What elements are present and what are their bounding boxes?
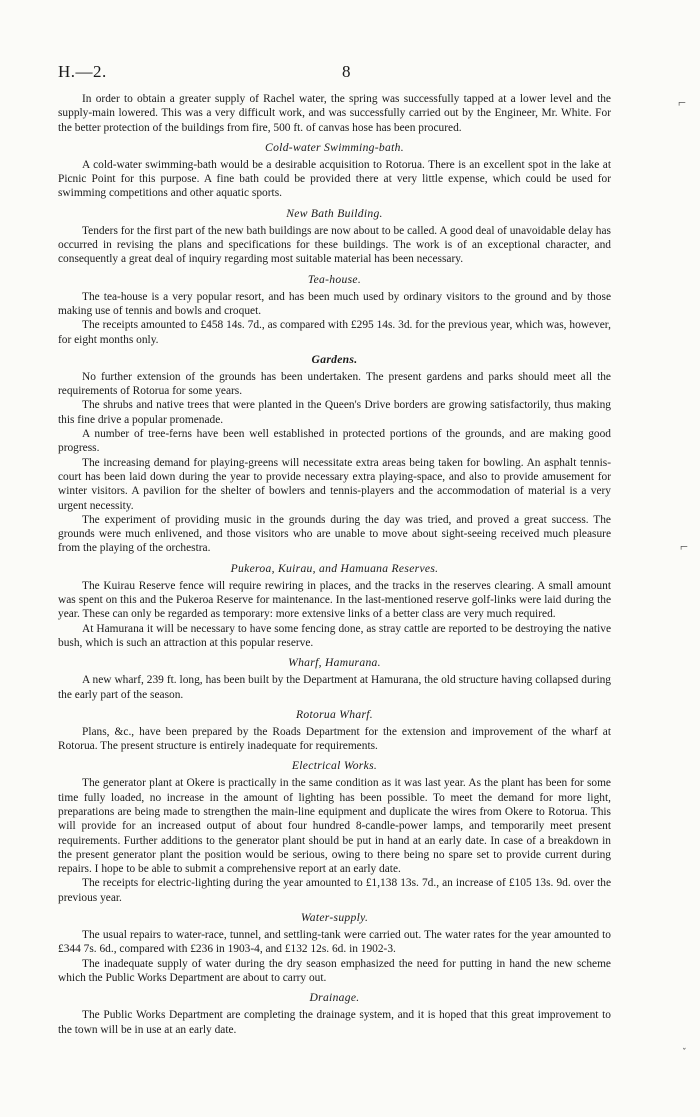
section-heading: Tea-house. (307, 272, 362, 286)
section-heading: Drainage. (309, 991, 360, 1005)
paragraph: Plans, &c., have been prepared by the Roads Department for the extension and improvement of the wharf at Rotorua. The present structure is entirely inadequate for requirements. (58, 725, 611, 753)
section-heading: Electrical Works. (291, 759, 378, 773)
margin-mark: ⌐ (680, 540, 688, 555)
paragraph: A new wharf, 239 ft. long, has been built by the Department at Hamurana, the old structure having collapsed during the early part of the season. (58, 674, 611, 701)
paragraph: A cold-water swimming-bath would be a desirable acquisition to Rotorua. There is an excellent spot in the lake at Picnic Point for this purpose. A fine bath could be provided there at very little expense, which could be used for swimming competitions and other aquatic sports. (58, 158, 611, 200)
paragraph: The tea-house is a very popular resort, and has been much used by ordinary visitors to the ground and by those making use of tennis and bowls and croquet. (58, 290, 611, 317)
paragraph: In order to obtain a greater supply of Rachel water, the spring was successfully tapped at a lower level and the supply-main lowered. This was a very difficult work, and was successfully carried out by the Engineer, Mr. White. For the better protection of the buildings from fire, 500 ft. of canvas hose has been procured. (58, 93, 611, 134)
paragraph: The increasing demand for playing-greens will necessitate extra areas being taken for bowling. An asphalt tennis-court has been laid down during the year to provide necessary extra playing-space, and also to provide amusement for winter visitors. A pavilion for the shelter of bowlers and tennis-players and the accommodation of material is a very urgent necessity. (58, 456, 611, 512)
paragraph: Tenders for the first part of the new bath buildings are now about to be called. A good deal of unavoidable delay has occurred in revising the plans and specifications for these buildings. The work is of an exceptional character, and consequently a great deal of inquiry regarding most suitable material has been necessary. (58, 224, 611, 266)
paragraph: The shrubs and native trees that were planted in the Queen's Drive borders are growing satisfactorily, thus making this fine drive a popular promenade. (58, 399, 611, 426)
paragraph: The Public Works Department are completing the drainage system, and it is hoped that this great improvement to the town will be in use at an early date. (58, 1009, 611, 1036)
section-heading: Wharf, Hamurana. (288, 656, 381, 670)
report-reference: H.—2. (58, 62, 107, 81)
paragraph: The experiment of providing music in the grounds during the day was tried, and proved a great success. The grounds were much enlivened, and those visitors who are unable to move about sight-seeing received much pleasure from the playing of the orchestra. (58, 513, 611, 555)
margin-mark: ⌐ (678, 96, 686, 111)
section-heading: Water-supply. (300, 911, 369, 925)
margin-mark: ˯ (682, 1036, 687, 1051)
paragraph: The inadequate supply of water during the dry season emphasized the need for putting in hand the new scheme which the Public Works Department are about to carry out. (58, 957, 611, 984)
paragraph: The receipts amounted to £458 14s. 7d., as compared with £295 14s. 3d. for the previous year, which was, however, for eight months only. (58, 319, 611, 346)
paragraph: A number of tree-ferns have been well established in protected portions of the grounds, and are making good progress. (58, 428, 611, 455)
paragraph: The receipts for electric-lighting during the year amounted to £1,138 13s. 7d., an increase of £105 13s. 9d. over the previous year. (58, 877, 611, 904)
section-heading: New Bath Building. (286, 206, 383, 220)
paragraph: No further extension of the grounds has been undertaken. The present gardens and parks should meet all the requirements of Rotorua for some years. (58, 370, 611, 398)
paragraph: The usual repairs to water-race, tunnel, and settling-tank were carried out. The water rates for the year amounted to £344 7s. 6d., compared with £236 in 1903-4, and £132 12s. 6d. in 1902-3. (58, 929, 611, 956)
paragraph: The Kuirau Reserve fence will require rewiring in places, and the tracks in the reserves clearing. A small amount was spent on this and the Pukeroa Reserve for maintenance. In the last-mentioned reserve golf-links were laid during the year. These can only be regarded as temporary: more extensive links of a better class are very much required. (58, 579, 611, 621)
section-heading: Rotorua Wharf. (296, 707, 373, 721)
section-heading: Gardens. (311, 352, 358, 366)
page-number: 8 (342, 62, 351, 81)
section-heading: Cold-water Swimming-bath. (265, 140, 404, 154)
paragraph: The generator plant at Okere is practically in the same condition as it was last year. As the plant has been for some time fully loaded, no increase in the amount of lighting has been possible. To meet the demand for more light, preparations are being made to strengthen the main-line equipment and duplicate the wires from Okere to Rotorua. This will provide for an increased output of about four hundred 8-candle-power lamps, and temporarily meet present requirements. Further additions to the generator plant should be put in hand at an early date. In case of a breakdown in the present generator plant the position would be serious, owing to there being no spare set to provide current during repairs. I hope to be able to submit a comprehensive report at an early date. (58, 777, 611, 876)
paragraph: At Hamurana it will be necessary to have some fencing done, as stray cattle are reported to be destroying the native bush, which is such an attraction at this popular reserve. (58, 622, 611, 649)
section-heading: Pukeroa, Kuirau, and Hamuana Reserves. (230, 561, 439, 575)
report-body (58, 92, 611, 1037)
